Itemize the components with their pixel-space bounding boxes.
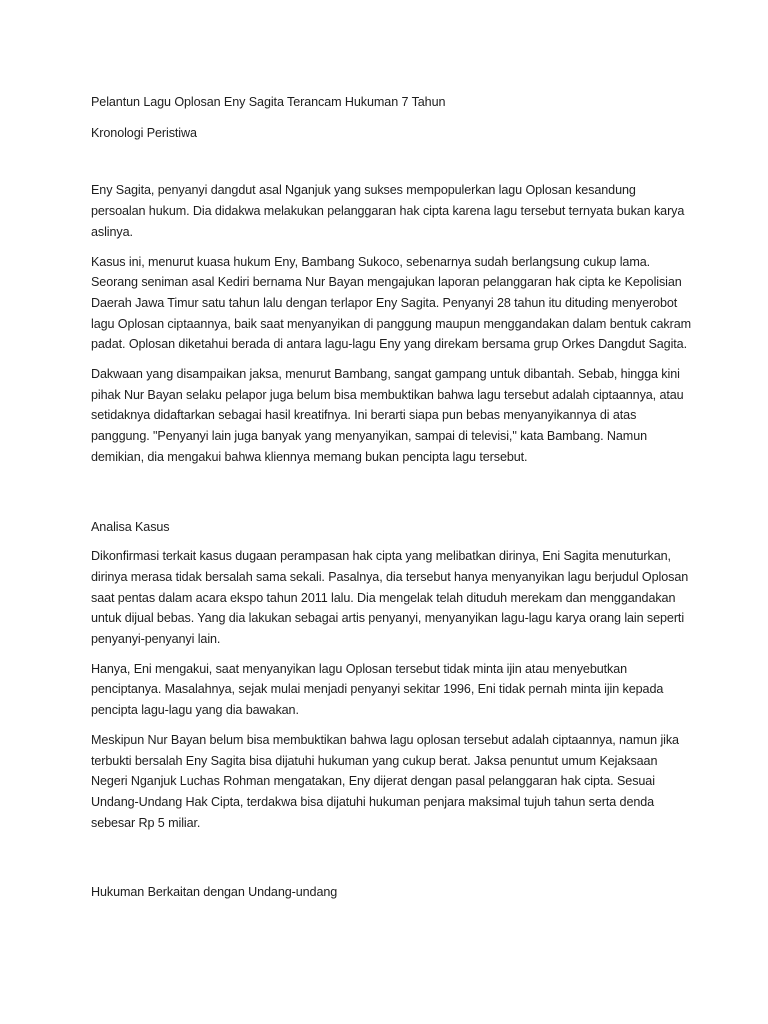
document-title: Pelantun Lagu Oplosan Eny Sagita Terancam Hukuman 7 Tahun <box>91 95 446 109</box>
document-page <box>91 92 691 903</box>
paragraph: Dikonfirmasi terkait kasus dugaan perampasan hak cipta yang melibatkan dirinya, Eni Sagita menuturkan, dirinya merasa tidak bersalah sama sekali. Pasalnya, dia tersebut hanya menyanyikan lagu berjudul Oplosan saat pentas dalam acara ekspo tahun 2011 lalu. Dia mengelak telah dituduh merekam dan menggandakan untuk dijual bebas. Yang dia lakukan sebagai artis penyanyi, menyanyikan lagu-lagu karya orang lain seperti penyanyi-penyanyi lain. <box>91 549 689 647</box>
section-heading-analisa: Analisa Kasus <box>91 519 170 534</box>
section-heading-hukuman: Hukuman Berkaitan dengan Undang-undang <box>91 885 338 900</box>
spacer <box>91 842 691 882</box>
section-heading-kronologi: Kronologi Peristiwa <box>91 125 197 140</box>
paragraph: Hanya, Eni mengakui, saat menyanyikan lagu Oplosan tersebut tidak minta ijin atau menyebutkan penciptanya. Masalahnya, sejak mulai menjadi penyanyi sekitar 1996, Eni tidak pernah minta ijin kepada pencipta lagu-lagu yang dia bawakan. <box>91 661 664 718</box>
spacer <box>91 143 691 180</box>
paragraph: Eny Sagita, penyanyi dangdut asal Nganjuk yang sukses mempopulerkan lagu Oplosan kesandung persoalan hukum. Dia didakwa melakukan pelanggaran hak cipta karena lagu tersebut ternyata bukan karya aslinya. <box>91 183 685 239</box>
paragraph: Meskipun Nur Bayan belum bisa membuktikan bahwa lagu oplosan tersebut adalah ciptaannya, namun jika terbukti bersalah Eny Sagita bisa dijatuhi hukuman yang cukup berat. Jaksa penuntut umum Kejaksaan Negeri Nganjuk Luchas Rohman mengatakan, Eny dijerat dengan pasal pelanggaran hak cipta. Sesuai Undang-Undang Hak Cipta, terdakwa bisa dijatuhi hukuman penjara maksimal tujuh tahun serta denda sebesar Rp 5 miliar. <box>91 732 679 830</box>
spacer <box>91 477 691 517</box>
paragraph: Dakwaan yang disampaikan jaksa, menurut Bambang, sangat gampang untuk dibantah. Sebab, hingga kini pihak Nur Bayan selaku pelapor juga belum bisa membuktikan bahwa lagu tersebut adalah ciptaannya, atau setidaknya didaftarkan sebagai hasil kreatifnya. Ini berarti siapa pun bebas menyanyikannya di atas panggung. "Penyanyi lain juga banyak yang menyanyikan, sampai di televisi," kata Bambang. Namun demikian, dia mengakui bahwa kliennya memang bukan pencipta lagu tersebut. <box>91 367 684 464</box>
paragraph: Kasus ini, menurut kuasa hukum Eny, Bambang Sukoco, sebenarnya sudah berlangsung cukup lama. Seorang seniman asal Kediri bernama Nur Bayan mengajukan laporan pelanggaran hak cipta ke Kepolisian Daerah Jawa Timur satu tahun lalu dengan terlapor Eny Sagita. Penyanyi 28 tahun itu dituding menyerobot lagu Oplosan ciptaannya, baik saat menyanyikan di panggung maupun menggandakan dalam bentuk cakram padat. Oplosan diketahui berada di antara lagu-lagu Eny yang direkam bersama grup Orkes Dangdut Sagita. <box>91 254 692 352</box>
